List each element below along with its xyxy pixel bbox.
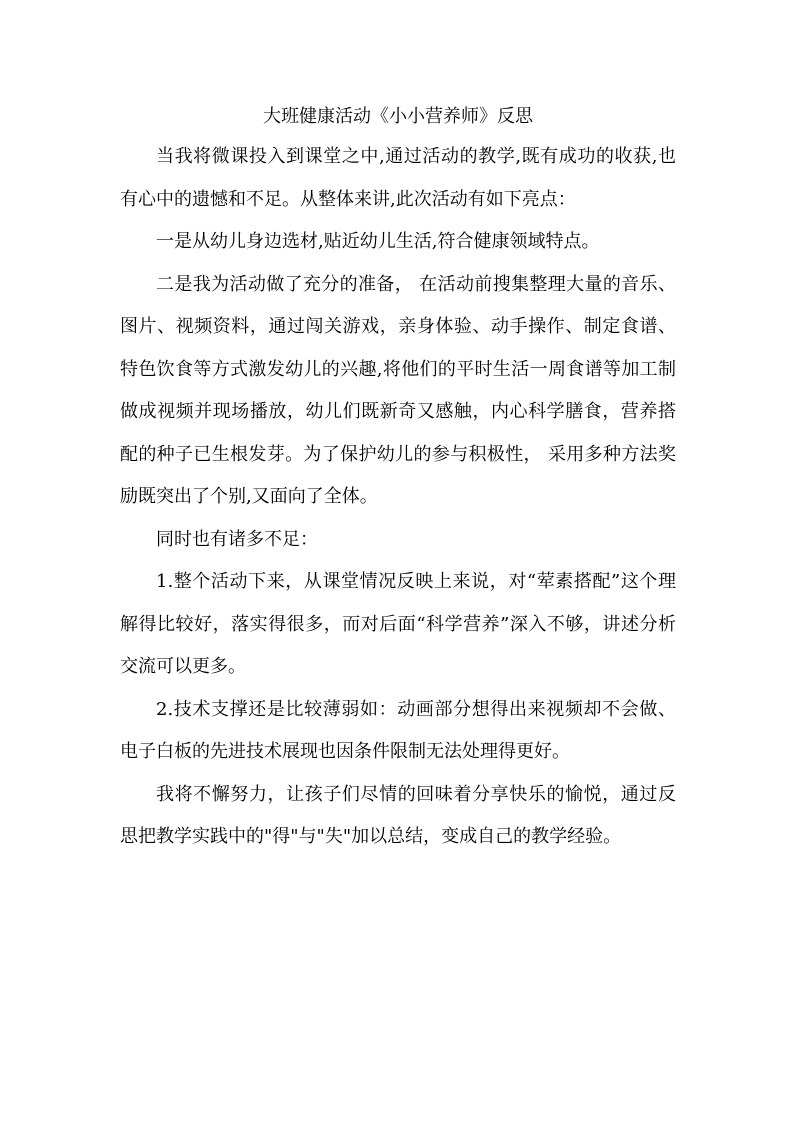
paragraph-conclusion: 我将不懈努力，让孩子们尽情的回味着分享快乐的愉悦，通过反思把教学实践中的"得"与"失"加以总结，变成自己的教学经验。: [120, 783, 676, 847]
paragraph-shortcoming-two: 2.技术支撑还是比较薄弱如：动画部分想得出来视频却不会做、电子白板的先进技术展现也因条件限制无法处理得更好。: [120, 698, 676, 762]
document-title: 大班健康活动《小小营养师》反思: [263, 106, 533, 127]
paragraph-shortcomings-heading: 同时也有诸多不足：: [156, 528, 318, 550]
paragraph-highlight-one: 一是从幼儿身边选材,贴近幼儿生活,符合健康领域特点。: [156, 231, 600, 252]
document-body: [120, 98, 676, 859]
paragraph-shortcoming-one: 1.整个活动下来，从课堂情况反映上来说，对“荤素搭配”这个理解得比较好，落实得很多，而对后面“科学营养”深入不够，讲述分析交流可以更多。: [120, 571, 676, 677]
paragraph-highlight-two: 二是我为活动做了充分的准备， 在活动前搜集整理大量的音乐、图片、视频资料，通过闯关游戏，亲身体验、动手操作、制定食谱、特色饮食等方式激发幼儿的兴趣,将他们的平时生活一周食谱等加工制做成视频并现场播放，幼儿们既新奇又感触，内心科学膳食，营养搭配的种子已生根发芽。为了保护幼儿的参与积极性， 采用多种方法奖励既突出了个别,又面向了全体。: [120, 273, 676, 507]
paragraph-intro: 当我将微课投入到课堂之中,通过活动的教学,既有成功的收获,也有心中的遗憾和不足。从整体来讲,此次活动有如下亮点：: [120, 146, 676, 210]
